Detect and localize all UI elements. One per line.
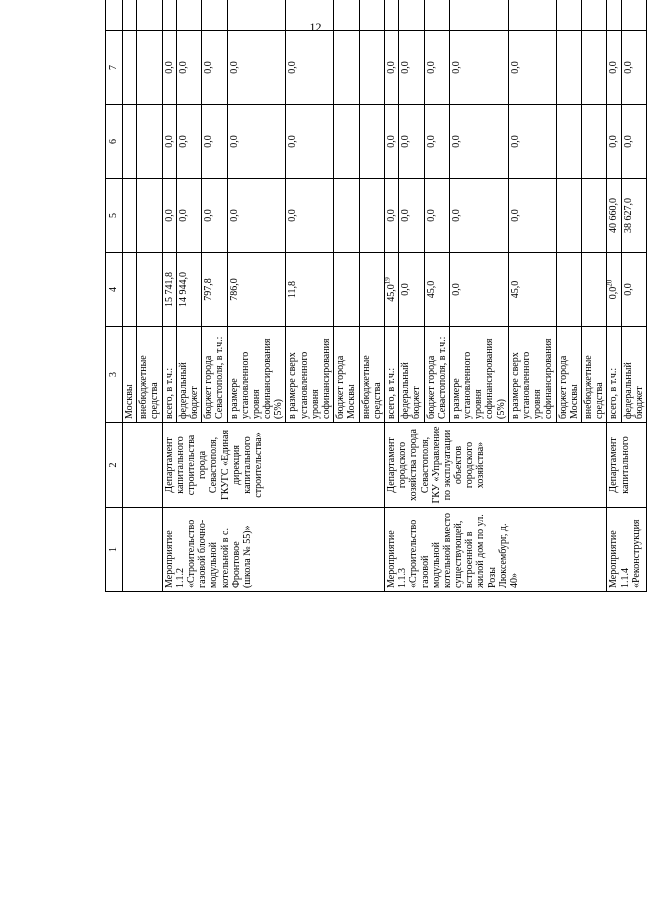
value-text: 0,0	[287, 61, 299, 74]
value-text: 0,0	[163, 61, 175, 74]
value-cell-col-7	[449, 31, 508, 105]
column-header-6: 6	[106, 105, 123, 179]
footnote-marker: 20	[605, 279, 614, 287]
value-text: 0,0	[287, 209, 299, 222]
value-cell-col-7	[227, 31, 286, 105]
value-cell-col-5	[162, 179, 176, 253]
value-cell-col-4	[449, 253, 508, 327]
value-cell-col-5	[176, 179, 201, 253]
value-cell-col-7	[424, 31, 449, 105]
funding-source-cell: в размере установленного уровня софинансирования (5%)	[227, 327, 286, 423]
value-cell-col-6	[449, 105, 508, 179]
value-cell-col-7	[123, 31, 137, 105]
value-cell-col-8	[202, 0, 227, 31]
value-cell-col-8	[176, 0, 201, 31]
value-cell-col-6	[227, 105, 286, 179]
table-row	[123, 0, 137, 592]
funding-source-cell: бюджет города Севастополя, в т.ч.:	[424, 327, 449, 423]
value-cell-col-5	[508, 179, 556, 253]
value-text: 15 741,8	[163, 272, 175, 307]
value-cell-col-7	[286, 31, 334, 105]
funding-source-cell: в размере сверх установленного уровня софинансирования	[286, 327, 334, 423]
table-row	[162, 0, 176, 592]
value-text: 0,0	[228, 135, 240, 148]
value-text: 0,0	[450, 135, 462, 148]
value-cell-col-8	[424, 0, 449, 31]
value-text: 0,0	[622, 61, 634, 74]
column-header-8	[106, 0, 123, 31]
value-cell-col-8	[334, 0, 359, 31]
value-cell-col-6	[384, 105, 398, 179]
value-cell-col-6	[359, 105, 384, 179]
value-cell-col-7	[137, 31, 162, 105]
value-cell-col-4	[424, 253, 449, 327]
value-cell-col-4	[556, 253, 581, 327]
funding-source-cell: федеральный бюджет	[621, 327, 646, 423]
value-cell-col-5	[202, 179, 227, 253]
value-text: 0,0	[425, 135, 437, 148]
rotated-table-frame	[105, 0, 645, 592]
value-text: 0,0	[450, 209, 462, 222]
value-cell-col-5	[607, 179, 621, 253]
value-cell-col-4	[334, 253, 359, 327]
header-row	[106, 0, 123, 592]
column-header-1: 1	[106, 508, 123, 592]
value-text: 45,0	[509, 280, 521, 299]
value-text: 0,0	[509, 135, 521, 148]
value-cell-col-8	[581, 0, 606, 31]
footnote-marker: 19	[383, 277, 392, 285]
value-cell-col-4	[581, 253, 606, 327]
value-text: 0,0	[608, 135, 620, 148]
value-cell-col-6	[399, 105, 424, 179]
value-text: 0,0	[287, 135, 299, 148]
funding-source-cell: всего, в т.ч.:	[384, 327, 398, 423]
value-cell-col-7	[508, 31, 556, 105]
value-text: 786,0	[228, 278, 240, 301]
value-cell-col-8	[384, 0, 398, 31]
value-cell-col-8	[399, 0, 424, 31]
value-text: 0,0	[400, 209, 412, 222]
value-cell-col-8	[359, 0, 384, 31]
value-cell-col-8	[227, 0, 286, 31]
value-cell-col-5	[123, 179, 137, 253]
value-cell-col-6	[123, 105, 137, 179]
value-cell-col-4	[286, 253, 334, 327]
value-cell-col-6	[202, 105, 227, 179]
value-text: 0,0	[203, 209, 215, 222]
value-cell-col-6	[176, 105, 201, 179]
value-cell-col-4	[359, 253, 384, 327]
value-text: 0,0	[608, 286, 620, 300]
value-text: 45,0	[425, 280, 437, 299]
column-header-5: 5	[106, 179, 123, 253]
value-text: 0,0	[425, 61, 437, 74]
value-cell-col-7	[581, 31, 606, 105]
value-cell-col-6	[607, 105, 621, 179]
value-cell-col-7	[202, 31, 227, 105]
value-cell-col-7	[556, 31, 581, 105]
value-cell-col-4	[176, 253, 201, 327]
value-cell-col-4	[399, 253, 424, 327]
rotated-table-container	[105, 61, 645, 860]
value-cell-col-6	[286, 105, 334, 179]
value-cell-col-5	[334, 179, 359, 253]
value-cell-col-6	[334, 105, 359, 179]
value-text: 0,0	[400, 283, 412, 296]
value-cell-col-8	[621, 0, 646, 31]
measure-cell: Мероприятие 1.1.4 «Реконструкция	[607, 508, 647, 592]
value-cell-col-8	[137, 0, 162, 31]
value-cell-col-4	[137, 253, 162, 327]
value-text: 0,0	[177, 61, 189, 74]
value-text: 0,0	[177, 135, 189, 148]
value-cell-col-4	[508, 253, 556, 327]
value-text: 0,0	[622, 283, 634, 296]
measure-cell: Мероприятие 1.1.2 «Строительство газовой блочно-модульной котельной в с. Фронтовое (школа № 55)»	[162, 508, 384, 592]
funding-source-cell: бюджет города Москвы	[334, 327, 359, 423]
value-cell-col-8	[162, 0, 176, 31]
measure-cell: Мероприятие 1.1.3 «Строительство газовой модульной котельной вместо существующей, встроенной в жилой дом по ул. Розы Люксембург, д. 40»	[384, 508, 606, 592]
value-cell-col-8	[556, 0, 581, 31]
value-cell-col-6	[508, 105, 556, 179]
budget-table	[105, 0, 647, 592]
table-body	[106, 0, 647, 592]
value-cell-col-5	[449, 179, 508, 253]
funding-source-cell: в размере установленного уровня софинансирования (5%)	[449, 327, 508, 423]
value-cell-col-7	[334, 31, 359, 105]
table-row	[384, 0, 398, 592]
value-cell-col-6	[424, 105, 449, 179]
value-text: 0,0	[400, 61, 412, 74]
value-cell-col-7	[399, 31, 424, 105]
value-cell-col-4	[384, 253, 398, 327]
value-text: 0,0	[450, 61, 462, 74]
funding-source-cell: всего, в т.ч.:	[607, 327, 621, 423]
value-cell-col-4	[162, 253, 176, 327]
funding-source-cell: федеральный бюджет	[176, 327, 201, 423]
value-cell-col-7	[621, 31, 646, 105]
value-text: 14 944,0	[177, 272, 189, 307]
executor-cell: Департамент городского хозяйства города Севастополя, ГКУ «Управление по эксплуатации объектов городского хозяйства»	[384, 423, 606, 508]
value-cell-col-5	[227, 179, 286, 253]
value-text: 0,0	[622, 135, 634, 148]
value-cell-col-5	[556, 179, 581, 253]
value-text: 0,0	[163, 135, 175, 148]
value-cell-col-6	[137, 105, 162, 179]
funding-source-cell: в размере сверх установленного уровня софинансирования	[508, 327, 556, 423]
funding-source-cell: внебюджетные средства	[581, 327, 606, 423]
table-row	[607, 0, 621, 592]
value-cell-col-7	[176, 31, 201, 105]
value-text: 45,0	[385, 284, 397, 302]
value-cell-col-4	[227, 253, 286, 327]
value-text: 0,0	[509, 61, 521, 74]
value-cell-col-8	[607, 0, 621, 31]
value-cell-col-4	[202, 253, 227, 327]
funding-source-cell: всего, в т.ч.:	[162, 327, 176, 423]
value-cell-col-5	[137, 179, 162, 253]
value-cell-col-7	[384, 31, 398, 105]
value-cell-col-7	[359, 31, 384, 105]
value-text: 11,8	[287, 280, 299, 299]
value-cell-col-8	[449, 0, 508, 31]
value-text: 0,0	[163, 209, 175, 222]
executor-cell: Департамент капитального	[607, 423, 647, 508]
value-text: 0,0	[385, 135, 397, 148]
value-text: 0,0	[608, 61, 620, 74]
column-header-4: 4	[106, 253, 123, 327]
value-cell-col-5	[286, 179, 334, 253]
value-cell-col-7	[607, 31, 621, 105]
value-cell-col-8	[123, 0, 137, 31]
value-cell-col-5	[621, 179, 646, 253]
value-cell-col-6	[581, 105, 606, 179]
value-text: 0,0	[509, 209, 521, 222]
page-number: 12	[309, 20, 322, 34]
value-text: 0,0	[228, 61, 240, 74]
value-cell-col-6	[162, 105, 176, 179]
funding-source-cell: внебюджетные средства	[137, 327, 162, 423]
value-cell-col-5	[384, 179, 398, 253]
value-text: 0,0	[450, 283, 462, 296]
value-text: 0,0	[177, 209, 189, 222]
value-text: 0,0	[400, 135, 412, 148]
value-cell-col-8	[508, 0, 556, 31]
value-cell-col-8	[286, 0, 334, 31]
funding-source-cell: Москвы	[123, 327, 137, 423]
column-header-3: 3	[106, 327, 123, 423]
continued-executor-cell	[123, 423, 163, 508]
value-cell-col-5	[399, 179, 424, 253]
value-text: 0,0	[385, 209, 397, 222]
column-header-2: 2	[106, 423, 123, 508]
executor-cell: Департамент капитального строительства города Севастополя, ГКУГС «Единая дирекция капитального строительства»	[162, 423, 384, 508]
value-text: 38 627,0	[622, 198, 634, 233]
value-cell-col-5	[424, 179, 449, 253]
value-cell-col-4	[123, 253, 137, 327]
value-cell-col-6	[621, 105, 646, 179]
column-header-7: 7	[106, 31, 123, 105]
funding-source-cell: федеральный бюджет	[399, 327, 424, 423]
funding-source-cell: внебюджетные средства	[359, 327, 384, 423]
value-cell-col-6	[556, 105, 581, 179]
value-text: 797,8	[203, 278, 215, 301]
funding-source-cell: бюджет города Севастополя, в т.ч.:	[202, 327, 227, 423]
continued-measure-cell	[123, 508, 163, 592]
value-text: 0,0	[203, 61, 215, 74]
funding-source-cell: бюджет города Москвы	[556, 327, 581, 423]
value-cell-col-5	[359, 179, 384, 253]
value-text: 0,0	[228, 209, 240, 222]
value-cell-col-5	[581, 179, 606, 253]
value-cell-col-4	[621, 253, 646, 327]
value-text: 0,0	[425, 209, 437, 222]
value-text: 0,0	[203, 135, 215, 148]
value-cell-col-4	[607, 253, 621, 327]
value-cell-col-7	[162, 31, 176, 105]
value-text: 40 660,0	[608, 198, 620, 233]
value-text: 0,0	[385, 61, 397, 74]
